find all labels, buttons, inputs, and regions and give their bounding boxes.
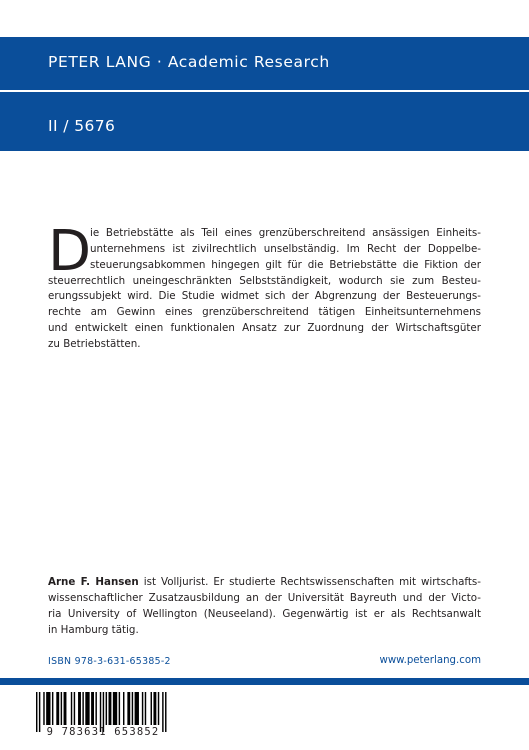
barcode-bar [142, 692, 143, 725]
barcode-bar [46, 692, 50, 725]
series-title: PETER LANG · Academic Research [48, 53, 330, 71]
publisher-url[interactable]: www.peterlang.com [379, 655, 481, 666]
barcode-bar [123, 692, 124, 725]
barcode-bar [106, 692, 107, 725]
abstract-line: erungssubjekt wird. Die Studie widmet sich der Abgrenzung der Besteuerungs- [48, 290, 481, 303]
barcode-bar [78, 692, 81, 725]
drop-cap: D [48, 219, 92, 284]
barcode-bar [153, 692, 156, 725]
barcode-bar [74, 692, 75, 725]
barcode-bar [158, 692, 159, 725]
barcode-bar [132, 692, 133, 725]
barcode-bar [61, 692, 62, 725]
barcode-bar [85, 692, 89, 725]
abstract-line: ie Betriebstätte als Teil eines grenzüberschreitend ansässigen Einheits- [90, 227, 481, 239]
barcode-bar [127, 692, 130, 725]
barcode-bar [95, 692, 96, 725]
author-bio [48, 575, 481, 638]
bio-line: ria University of Wellington (Neuseeland). Gegenwärtig ist er als Rechtsanwalt [48, 607, 481, 620]
abstract-line: steuerungsabkommen hingegen gilt für die Betriebstätte die Fiktion der [90, 258, 481, 271]
bio-line: wissenschaftlicher Zusatzausbildung an der Universität Bayreuth und der Victo- [48, 591, 481, 604]
barcode-bar [43, 692, 44, 725]
barcode-digits: 9 783631 653852 [46, 726, 160, 738]
barcode-bar [145, 692, 146, 725]
barcode-bar [91, 692, 94, 725]
bio-line [48, 575, 481, 591]
author-name: Arne F. Hansen [48, 576, 139, 588]
bio-line-rest: ist Volljurist. Er studierte Rechtswissenschaften mit wirtschafts- [138, 576, 481, 588]
barcode-bar [135, 692, 139, 725]
barcode-bar [64, 692, 67, 725]
footer-band [0, 678, 529, 685]
abstract-line: unternehmens ist zivilrechtlich unselbständig. Im Recht der Doppelbe- [90, 242, 481, 255]
volume-number: II / 5676 [48, 117, 116, 135]
barcode-bar [113, 692, 117, 725]
isbn-label: ISBN 978-3-631-65385-2 [48, 656, 171, 667]
barcode-bar [151, 692, 152, 725]
bio-line: in Hamburg tätig. [48, 623, 139, 636]
barcode-bar [52, 692, 53, 725]
abstract-line: zu Betriebstätten. [48, 337, 141, 350]
barcode-bar [109, 692, 112, 725]
barcode-bar [56, 692, 59, 725]
abstract-line: und entwickelt einen funktionalen Ansatz zur Zuordnung der Wirtschaftsgüter [48, 322, 481, 335]
barcode-bar [71, 692, 72, 725]
abstract-line: rechte am Gewinn eines grenzüberschreitend tätigen Einheitsunternehmens [48, 306, 481, 319]
abstract-text [48, 219, 481, 353]
barcode-bar [82, 692, 83, 725]
barcode [30, 692, 176, 740]
abstract-line: steuerrechtlich uneingeschränkten Selbstständigkeit, wodurch sie zum Besteu- [48, 274, 481, 287]
barcode-bar [119, 692, 120, 725]
header-divider [0, 90, 529, 92]
